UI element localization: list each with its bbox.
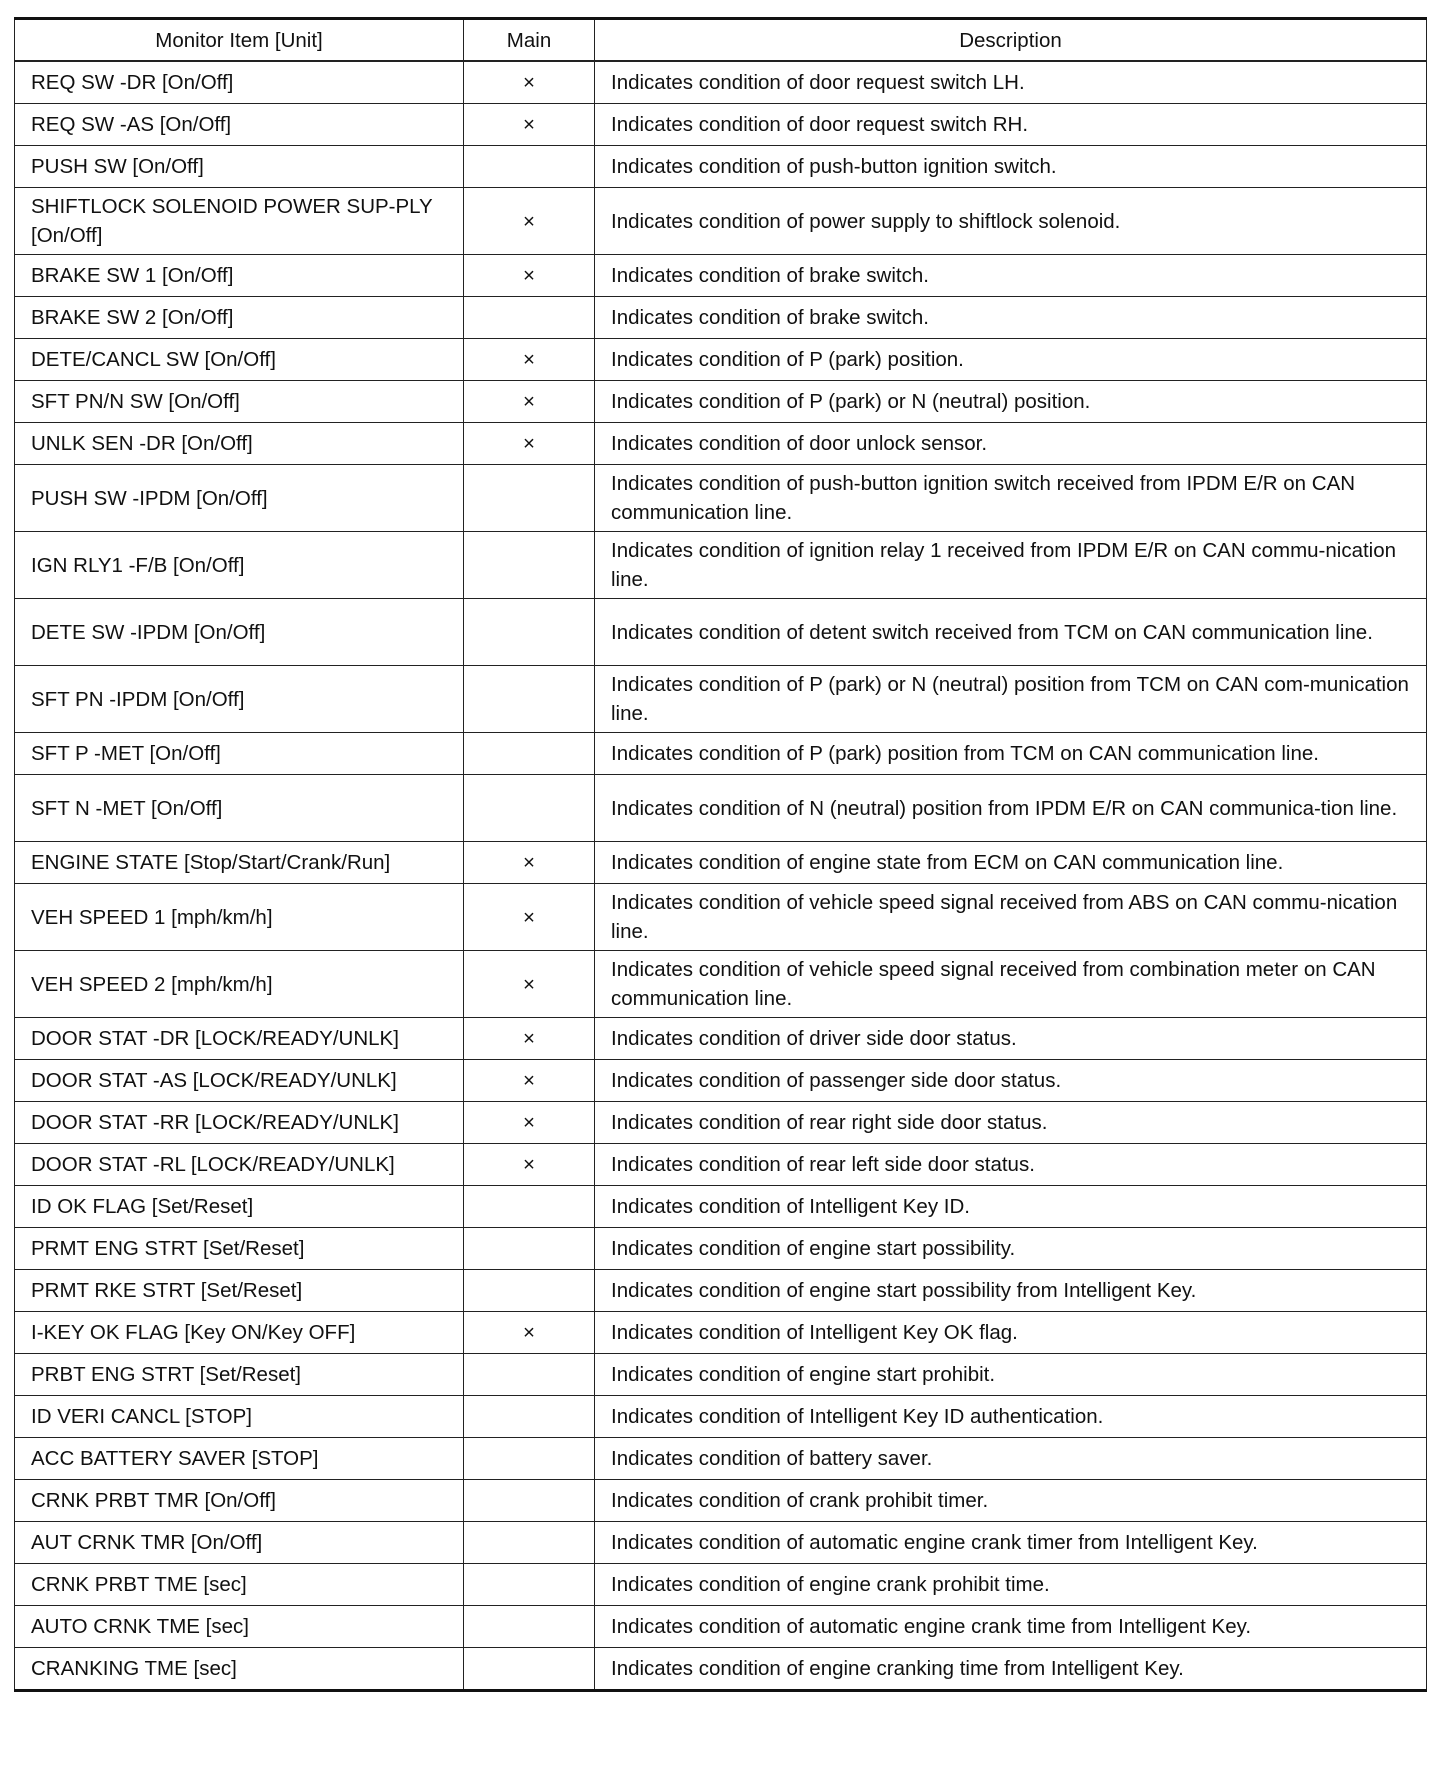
monitor-item-cell: UNLK SEN -DR [On/Off]: [15, 423, 464, 465]
description-cell: Indicates condition of crank prohibit timer.: [595, 1480, 1427, 1522]
main-flag-cell: ×: [464, 1060, 595, 1102]
monitor-item-cell: I-KEY OK FLAG [Key ON/Key OFF]: [15, 1312, 464, 1354]
monitor-item-cell: SFT P -MET [On/Off]: [15, 733, 464, 775]
main-flag-cell: ×: [464, 1018, 595, 1060]
main-flag-cell: [464, 1186, 595, 1228]
main-flag-cell: [464, 465, 595, 532]
main-flag-cell: ×: [464, 1144, 595, 1186]
description-cell: Indicates condition of Intelligent Key ID.: [595, 1186, 1427, 1228]
table-row: [15, 1438, 1427, 1480]
main-flag-cell: ×: [464, 255, 595, 297]
table-row: [15, 1354, 1427, 1396]
monitor-item-cell: AUT CRNK TMR [On/Off]: [15, 1522, 464, 1564]
table-row: [15, 381, 1427, 423]
table-body: [15, 61, 1427, 1691]
description-cell: Indicates condition of vehicle speed signal received from ABS on CAN commu-nication line.: [595, 884, 1427, 951]
main-flag-cell: ×: [464, 884, 595, 951]
monitor-item-cell: SHIFTLOCK SOLENOID POWER SUP-PLY [On/Off]: [15, 188, 464, 255]
description-cell: Indicates condition of Intelligent Key ID authentication.: [595, 1396, 1427, 1438]
table-row: [15, 666, 1427, 733]
description-cell: Indicates condition of P (park) or N (neutral) position from TCM on CAN com-munication line.: [595, 666, 1427, 733]
table-row: [15, 1312, 1427, 1354]
table-row: [15, 1396, 1427, 1438]
monitor-item-cell: DOOR STAT -RR [LOCK/READY/UNLK]: [15, 1102, 464, 1144]
table-row: [15, 775, 1427, 842]
monitor-item-cell: DOOR STAT -RL [LOCK/READY/UNLK]: [15, 1144, 464, 1186]
main-flag-cell: ×: [464, 1102, 595, 1144]
main-flag-cell: [464, 1438, 595, 1480]
table-row: [15, 1060, 1427, 1102]
table-row: [15, 842, 1427, 884]
table-row: [15, 1102, 1427, 1144]
monitor-item-cell: ID OK FLAG [Set/Reset]: [15, 1186, 464, 1228]
description-cell: Indicates condition of power supply to shiftlock solenoid.: [595, 188, 1427, 255]
header-description: Description: [595, 19, 1427, 62]
table-row: [15, 1270, 1427, 1312]
description-cell: Indicates condition of engine start possibility from Intelligent Key.: [595, 1270, 1427, 1312]
table-row: [15, 1522, 1427, 1564]
monitor-item-cell: DETE SW -IPDM [On/Off]: [15, 599, 464, 666]
monitor-item-cell: CRANKING TME [sec]: [15, 1648, 464, 1691]
monitor-item-cell: SFT N -MET [On/Off]: [15, 775, 464, 842]
main-flag-cell: [464, 666, 595, 733]
monitor-item-cell: CRNK PRBT TMR [On/Off]: [15, 1480, 464, 1522]
monitor-item-cell: REQ SW -AS [On/Off]: [15, 104, 464, 146]
description-cell: Indicates condition of push-button ignition switch.: [595, 146, 1427, 188]
monitor-item-cell: BRAKE SW 1 [On/Off]: [15, 255, 464, 297]
table-row: [15, 1648, 1427, 1691]
header-monitor-item: Monitor Item [Unit]: [15, 19, 464, 62]
table-row: [15, 1144, 1427, 1186]
monitor-item-cell: PRBT ENG STRT [Set/Reset]: [15, 1354, 464, 1396]
main-flag-cell: ×: [464, 339, 595, 381]
description-cell: Indicates condition of rear right side door status.: [595, 1102, 1427, 1144]
table-row: [15, 951, 1427, 1018]
main-flag-cell: ×: [464, 381, 595, 423]
main-flag-cell: [464, 1522, 595, 1564]
monitor-item-cell: BRAKE SW 2 [On/Off]: [15, 297, 464, 339]
description-cell: Indicates condition of battery saver.: [595, 1438, 1427, 1480]
main-flag-cell: [464, 1564, 595, 1606]
main-flag-cell: ×: [464, 1312, 595, 1354]
monitor-item-cell: PRMT ENG STRT [Set/Reset]: [15, 1228, 464, 1270]
description-cell: Indicates condition of detent switch received from TCM on CAN communication line.: [595, 599, 1427, 666]
table-row: [15, 339, 1427, 381]
table-row: [15, 297, 1427, 339]
monitor-item-cell: ENGINE STATE [Stop/Start/Crank/Run]: [15, 842, 464, 884]
main-flag-cell: [464, 1606, 595, 1648]
monitor-item-cell: DETE/CANCL SW [On/Off]: [15, 339, 464, 381]
description-cell: Indicates condition of vehicle speed signal received from combination meter on CAN communication line.: [595, 951, 1427, 1018]
main-flag-cell: [464, 1396, 595, 1438]
monitor-item-cell: DOOR STAT -DR [LOCK/READY/UNLK]: [15, 1018, 464, 1060]
main-flag-cell: ×: [464, 423, 595, 465]
main-flag-cell: [464, 297, 595, 339]
description-cell: Indicates condition of engine start prohibit.: [595, 1354, 1427, 1396]
monitor-item-cell: PUSH SW -IPDM [On/Off]: [15, 465, 464, 532]
main-flag-cell: [464, 1480, 595, 1522]
main-flag-cell: [464, 532, 595, 599]
table-row: [15, 146, 1427, 188]
description-cell: Indicates condition of P (park) or N (neutral) position.: [595, 381, 1427, 423]
table-row: [15, 733, 1427, 775]
table-row: [15, 104, 1427, 146]
description-cell: Indicates condition of automatic engine crank timer from Intelligent Key.: [595, 1522, 1427, 1564]
main-flag-cell: [464, 1354, 595, 1396]
table-row: [15, 1228, 1427, 1270]
description-cell: Indicates condition of door request switch RH.: [595, 104, 1427, 146]
monitor-item-cell: REQ SW -DR [On/Off]: [15, 61, 464, 104]
description-cell: Indicates condition of Intelligent Key OK flag.: [595, 1312, 1427, 1354]
table-row: [15, 465, 1427, 532]
description-cell: Indicates condition of engine crank prohibit time.: [595, 1564, 1427, 1606]
monitor-item-cell: SFT PN -IPDM [On/Off]: [15, 666, 464, 733]
table-row: [15, 188, 1427, 255]
description-cell: Indicates condition of push-button ignition switch received from IPDM E/R on CAN communication line.: [595, 465, 1427, 532]
main-flag-cell: [464, 1228, 595, 1270]
description-cell: Indicates condition of P (park) position.: [595, 339, 1427, 381]
monitor-item-cell: AUTO CRNK TME [sec]: [15, 1606, 464, 1648]
main-flag-cell: ×: [464, 842, 595, 884]
table-row: [15, 423, 1427, 465]
monitor-item-cell: IGN RLY1 -F/B [On/Off]: [15, 532, 464, 599]
description-cell: Indicates condition of door unlock sensor.: [595, 423, 1427, 465]
description-cell: Indicates condition of passenger side door status.: [595, 1060, 1427, 1102]
description-cell: Indicates condition of N (neutral) position from IPDM E/R on CAN communica-tion line.: [595, 775, 1427, 842]
main-flag-cell: [464, 146, 595, 188]
description-cell: Indicates condition of door request switch LH.: [595, 61, 1427, 104]
table-row: [15, 1018, 1427, 1060]
monitor-item-cell: CRNK PRBT TME [sec]: [15, 1564, 464, 1606]
description-cell: Indicates condition of rear left side door status.: [595, 1144, 1427, 1186]
monitor-item-cell: DOOR STAT -AS [LOCK/READY/UNLK]: [15, 1060, 464, 1102]
table-row: [15, 1564, 1427, 1606]
main-flag-cell: ×: [464, 188, 595, 255]
main-flag-cell: [464, 1270, 595, 1312]
table-row: [15, 599, 1427, 666]
monitor-item-cell: ID VERI CANCL [STOP]: [15, 1396, 464, 1438]
monitor-item-table-container: [14, 17, 1426, 1692]
table-row: [15, 1186, 1427, 1228]
description-cell: Indicates condition of P (park) position from TCM on CAN communication line.: [595, 733, 1427, 775]
table-header: [15, 19, 1427, 62]
table-row: [15, 61, 1427, 104]
table-row: [15, 884, 1427, 951]
header-main: Main: [464, 19, 595, 62]
main-flag-cell: [464, 1648, 595, 1691]
description-cell: Indicates condition of brake switch.: [595, 297, 1427, 339]
table-row: [15, 255, 1427, 297]
monitor-item-cell: PUSH SW [On/Off]: [15, 146, 464, 188]
description-cell: Indicates condition of engine start possibility.: [595, 1228, 1427, 1270]
main-flag-cell: [464, 733, 595, 775]
description-cell: Indicates condition of engine cranking time from Intelligent Key.: [595, 1648, 1427, 1691]
main-flag-cell: [464, 599, 595, 666]
monitor-item-cell: VEH SPEED 1 [mph/km/h]: [15, 884, 464, 951]
main-flag-cell: [464, 775, 595, 842]
description-cell: Indicates condition of automatic engine crank time from Intelligent Key.: [595, 1606, 1427, 1648]
monitor-item-cell: ACC BATTERY SAVER [STOP]: [15, 1438, 464, 1480]
description-cell: Indicates condition of ignition relay 1 received from IPDM E/R on CAN commu-nication line.: [595, 532, 1427, 599]
header-row: [15, 19, 1427, 62]
monitor-item-table: [14, 17, 1427, 1692]
table-row: [15, 1480, 1427, 1522]
main-flag-cell: ×: [464, 61, 595, 104]
table-row: [15, 1606, 1427, 1648]
description-cell: Indicates condition of driver side door status.: [595, 1018, 1427, 1060]
monitor-item-cell: VEH SPEED 2 [mph/km/h]: [15, 951, 464, 1018]
main-flag-cell: ×: [464, 104, 595, 146]
monitor-item-cell: PRMT RKE STRT [Set/Reset]: [15, 1270, 464, 1312]
monitor-item-cell: SFT PN/N SW [On/Off]: [15, 381, 464, 423]
main-flag-cell: ×: [464, 951, 595, 1018]
description-cell: Indicates condition of engine state from ECM on CAN communication line.: [595, 842, 1427, 884]
description-cell: Indicates condition of brake switch.: [595, 255, 1427, 297]
table-row: [15, 532, 1427, 599]
